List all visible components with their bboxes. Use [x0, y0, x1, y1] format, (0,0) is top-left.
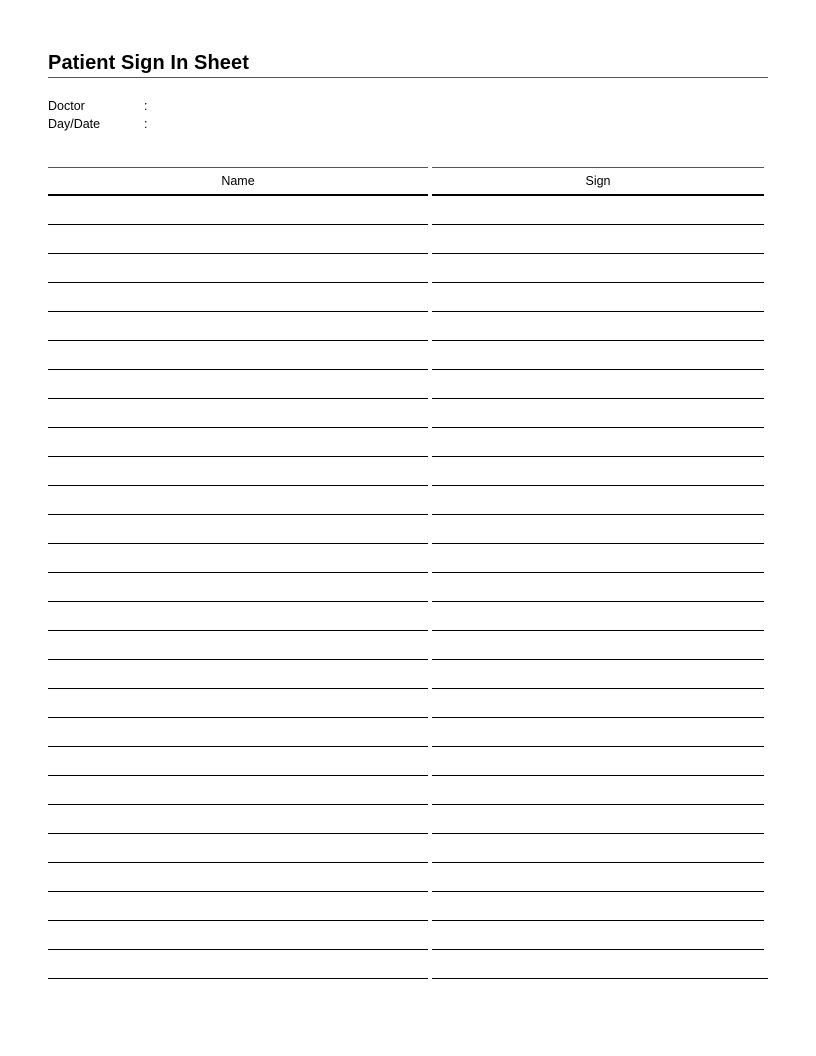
sign-cell[interactable] — [432, 747, 764, 776]
sign-cell[interactable] — [432, 225, 764, 254]
name-cell[interactable] — [48, 863, 428, 892]
day-date-label: Day/Date — [48, 117, 101, 131]
sign-cell[interactable] — [432, 950, 768, 979]
name-column-header: Name — [48, 167, 428, 196]
sign-cell[interactable] — [432, 660, 764, 689]
sign-cell[interactable] — [432, 805, 764, 834]
sign-cell[interactable] — [432, 312, 764, 341]
doctor-separator: : — [144, 99, 148, 113]
name-cell[interactable] — [48, 631, 428, 660]
sign-cell[interactable] — [432, 834, 764, 863]
sign-cell[interactable] — [432, 863, 764, 892]
name-cell[interactable] — [48, 225, 428, 254]
name-cell[interactable] — [48, 544, 428, 573]
name-cell[interactable] — [48, 950, 428, 979]
sign-cell[interactable] — [432, 370, 764, 399]
sign-cell[interactable] — [432, 892, 764, 921]
sign-cell[interactable] — [432, 399, 764, 428]
name-cell[interactable] — [48, 283, 428, 312]
name-cell[interactable] — [48, 196, 428, 225]
name-cell[interactable] — [48, 370, 428, 399]
title-divider — [48, 77, 768, 78]
sign-cell[interactable] — [432, 718, 764, 747]
page-title: Patient Sign In Sheet — [48, 52, 250, 74]
name-cell[interactable] — [48, 312, 428, 341]
day-date-field — [48, 115, 256, 133]
name-cell[interactable] — [48, 718, 428, 747]
name-cell[interactable] — [48, 776, 428, 805]
name-cell[interactable] — [48, 515, 428, 544]
sign-cell[interactable] — [432, 486, 764, 515]
sign-cell[interactable] — [432, 196, 764, 225]
name-cell[interactable] — [48, 747, 428, 776]
name-cell[interactable] — [48, 892, 428, 921]
sign-cell[interactable] — [432, 544, 764, 573]
sign-cell[interactable] — [432, 341, 764, 370]
name-cell[interactable] — [48, 602, 428, 631]
doctor-value[interactable] — [156, 97, 256, 115]
doctor-label: Doctor — [48, 99, 85, 113]
header-fields — [48, 97, 256, 133]
name-cell[interactable] — [48, 660, 428, 689]
name-cell[interactable] — [48, 254, 428, 283]
name-cell[interactable] — [48, 834, 428, 863]
name-cell[interactable] — [48, 921, 428, 950]
sign-cell[interactable] — [432, 573, 764, 602]
sign-column-header: Sign — [432, 167, 764, 196]
name-cell[interactable] — [48, 428, 428, 457]
name-cell[interactable] — [48, 457, 428, 486]
name-cell[interactable] — [48, 341, 428, 370]
sign-cell[interactable] — [432, 602, 764, 631]
name-cell[interactable] — [48, 486, 428, 515]
sign-column — [432, 167, 764, 979]
name-cell[interactable] — [48, 573, 428, 602]
sign-cell[interactable] — [432, 631, 764, 660]
sign-cell[interactable] — [432, 689, 764, 718]
day-date-value[interactable] — [156, 115, 256, 133]
sign-cell[interactable] — [432, 457, 764, 486]
sign-cell[interactable] — [432, 921, 764, 950]
sign-cell[interactable] — [432, 515, 764, 544]
sign-cell[interactable] — [432, 776, 764, 805]
name-cell[interactable] — [48, 399, 428, 428]
name-cell[interactable] — [48, 805, 428, 834]
sign-cell[interactable] — [432, 428, 764, 457]
name-cell[interactable] — [48, 689, 428, 718]
sign-cell[interactable] — [432, 254, 764, 283]
name-column — [48, 167, 428, 979]
doctor-field — [48, 97, 256, 115]
day-date-separator: : — [144, 117, 148, 131]
sign-cell[interactable] — [432, 283, 764, 312]
